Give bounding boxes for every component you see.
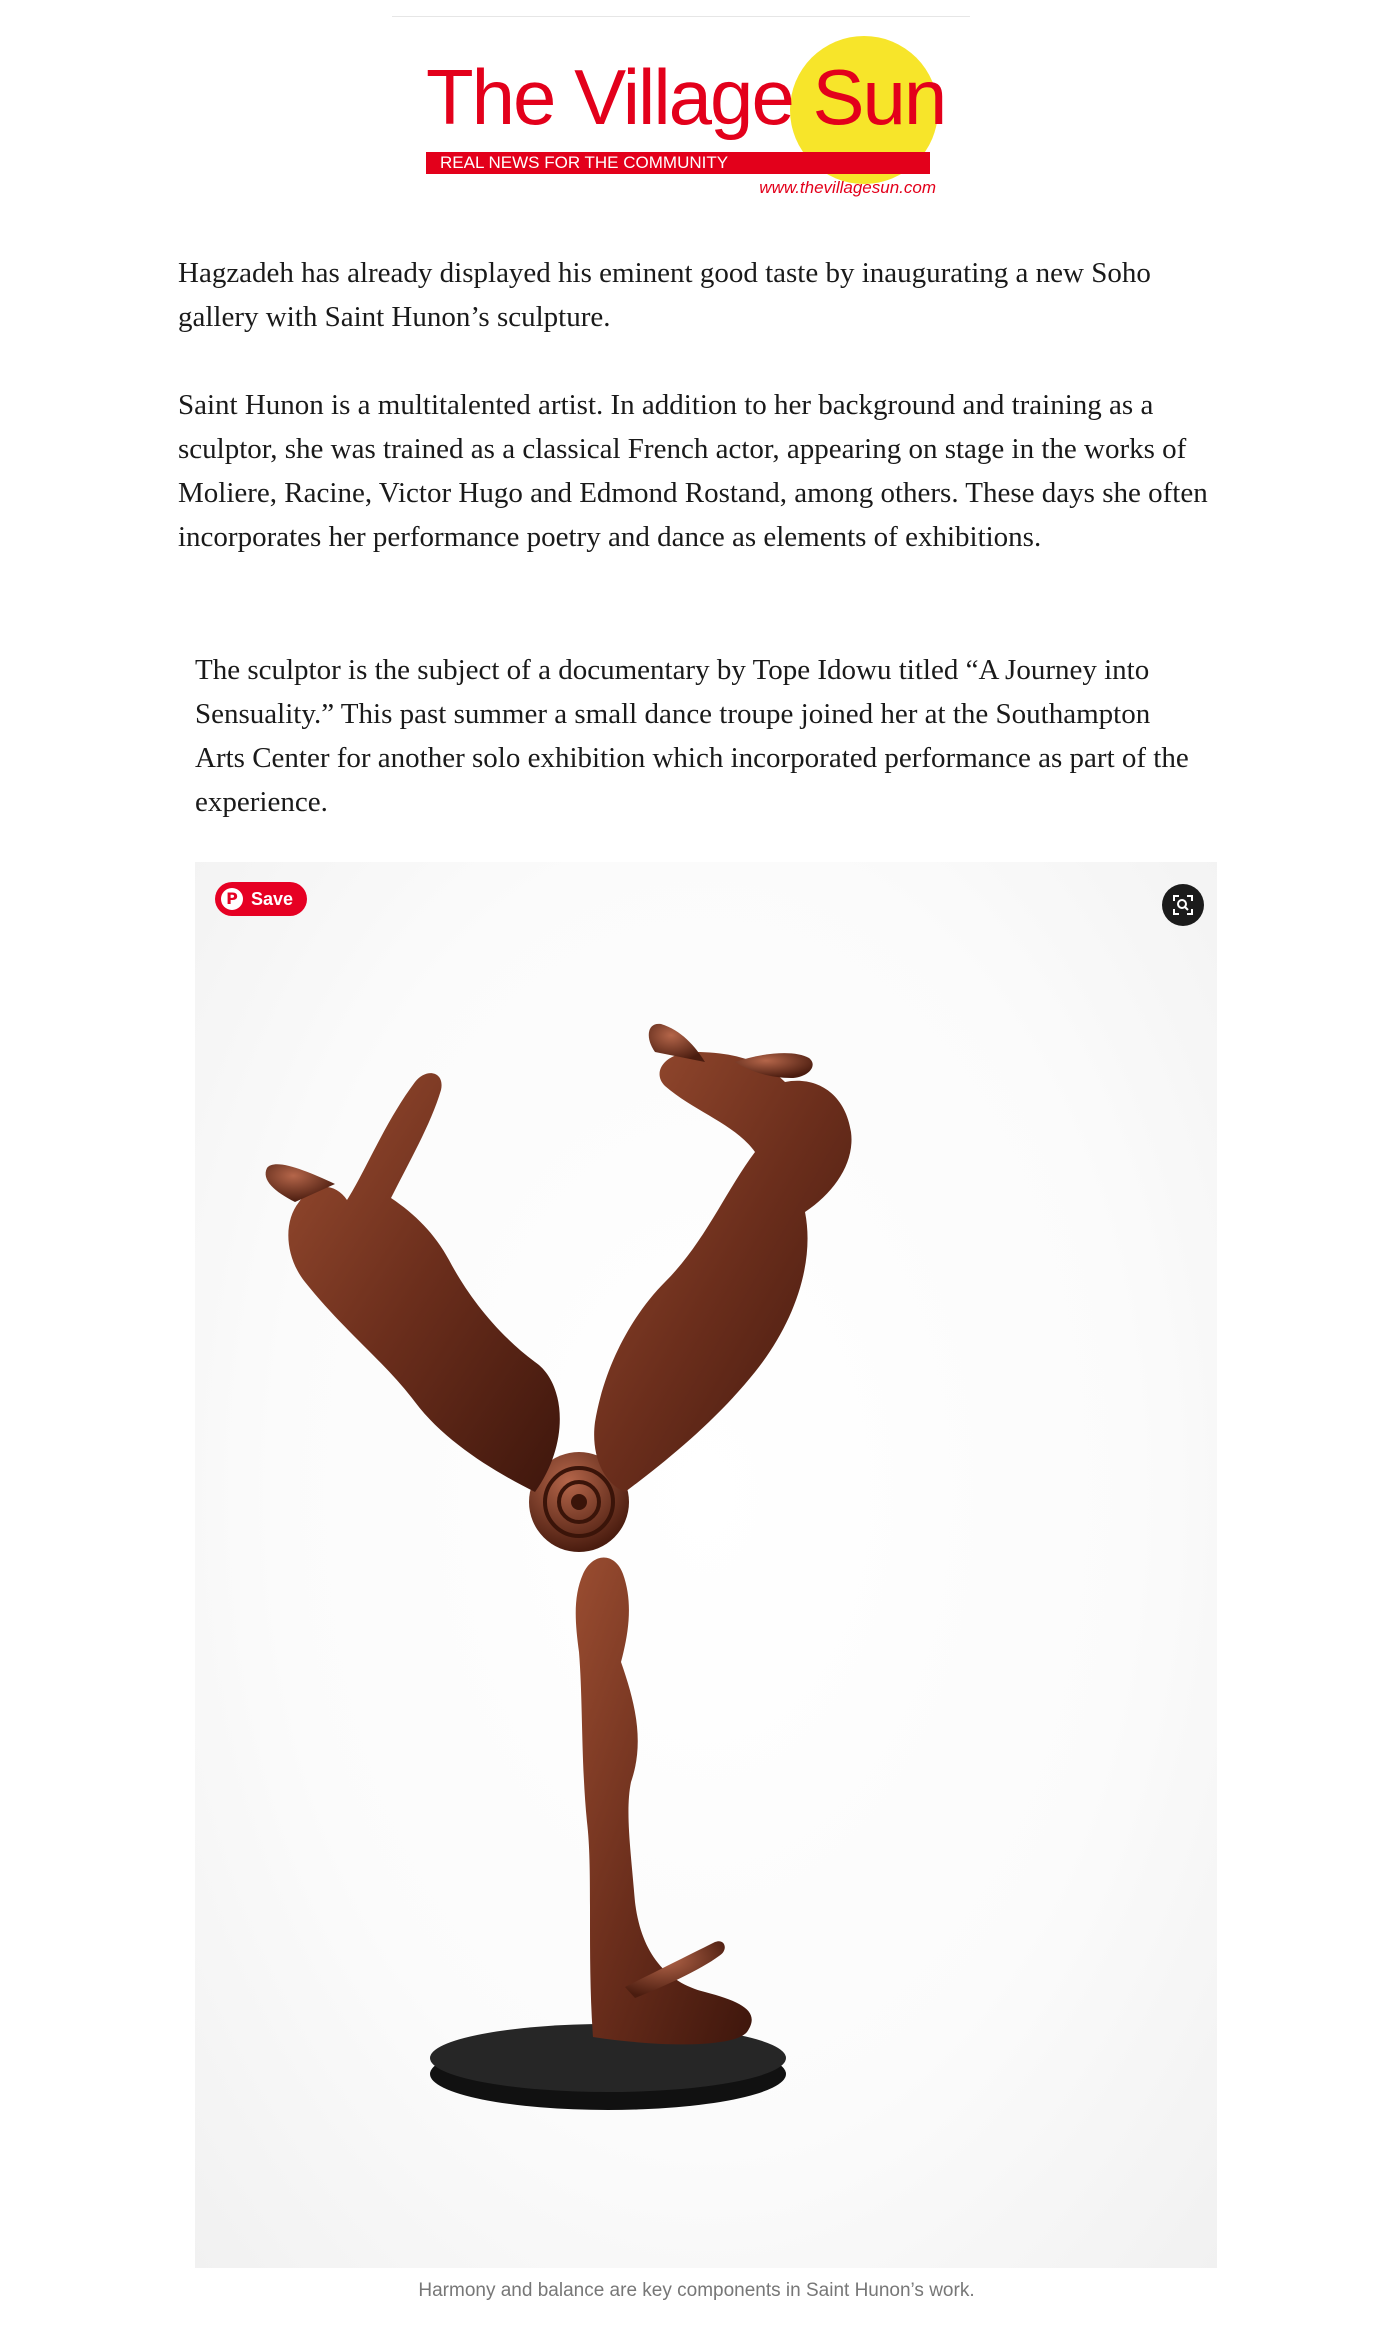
pinterest-icon: P <box>221 888 243 910</box>
image-caption: Harmony and balance are key components in Saint Hunon’s work. <box>418 2280 975 2301</box>
article-paragraph: Saint Hunon is a multitalented artist. In addition to her background and training as a sculptor, she was trained as a classical French actor, appearing on stage in the works of Moliere, Racine, Victor Hugo and Edmond Rostand, among others. These days she often incorporates her performance poetry and dance as elements of exhibitions. <box>178 389 1208 553</box>
visual-search-icon <box>1171 893 1195 917</box>
logo-tagline-bar <box>426 152 930 174</box>
logo-title <box>426 52 945 142</box>
save-button-label: Save <box>251 888 294 909</box>
article-paragraph: The sculptor is the subject of a documentary by Tope Idowu titled “A Journey into Sensuality.” This past summer a small dance troupe joined her at the Southampton Arts Center for another solo exhibition which incorporated performance as part of the experience. <box>195 654 1189 818</box>
sculpture-right-figure <box>594 1052 851 1492</box>
article-paragraph: Hagzadeh has already displayed his eminent good taste by inaugurating a new Soho gallery with Saint Hunon’s sculpture. <box>178 257 1151 333</box>
logo-tagline: REAL NEWS FOR THE COMMUNITY <box>440 153 729 172</box>
pinterest-save-button[interactable] <box>215 882 307 916</box>
sculpture-left-figure <box>288 1073 559 1492</box>
sculpture-illustration <box>195 862 1217 2268</box>
sculpture-image[interactable] <box>195 862 1217 2268</box>
logo-title-sun: Sun <box>812 53 946 141</box>
visual-search-button[interactable] <box>1162 884 1204 926</box>
header-divider <box>392 16 970 17</box>
sculpture-right-foot <box>649 1024 705 1062</box>
site-logo[interactable] <box>426 30 946 210</box>
logo-title-village: The Village <box>426 53 813 141</box>
logo-url: www.thevillagesun.com <box>759 178 936 197</box>
